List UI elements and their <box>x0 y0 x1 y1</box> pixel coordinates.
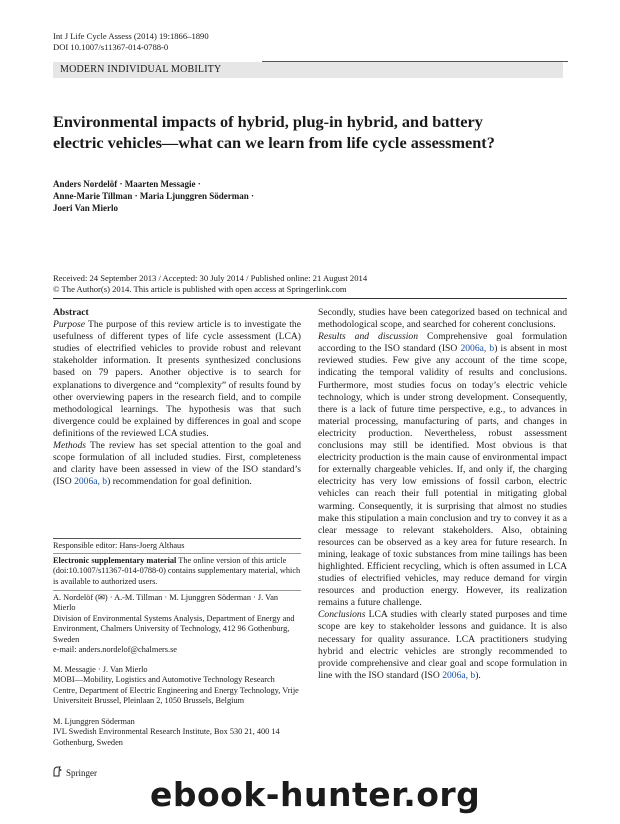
iso-citation-link[interactable]: 2006a, b <box>74 476 108 488</box>
results-text-2: ) is absent in most reviewed studies. Few give any account of the time scope, indicating the temporal validity of results and conclusions. Furthermore, most studies focus on today’s electric vehicle technology, which is under strong development. Consequently, there is a lack of future time perspective, e.g., to advances in material processing, manufacturing of parts, and changes in electricity production. Nevertheless, robust assessment conclusions may still be identified. Most obvious is that electricity production is the main cause of environmental impact for externally chargeable vehicles. If, and only if, the charging electricity has very low emissions of fossil carbon, electric vehicles can reach their full potential in mitigating global warming. Consequently, it is surprising that almost no studies make this stipulation a main conclusion and try to convey it as a clear message to relevant stakeholders. Also, obtaining resources can be observed as a key area for future research. In mining, leakage of toxic substances from mine tailings has been highlighted. Efficient recycling, which is often assumed in LCA studies of electrified vehicles, may reduce demand for virgin resources and production energy. However, its realization remains a future challenge. <box>318 343 567 609</box>
affil2-address: MOBI—Mobility, Logistics and Automotive Technology Research Centre, Department of Electric Engineering and Energy Technology, Vrije Universiteit Brussel, Pleinlaan 2, 1050 Brussels, Belgium <box>53 675 299 706</box>
publisher-name: Springer <box>66 767 97 778</box>
affiliation-3 <box>53 717 301 748</box>
conclusions-tail: ). <box>475 669 481 681</box>
affil3-names: M. Ljunggren Söderman <box>53 717 135 726</box>
affil3-address: IVL Swedish Environmental Research Institute, Box 530 21, 400 14 Gothenburg, Sweden <box>53 727 280 747</box>
title-line-2: electric vehicles—what can we learn from life cycle assessment? <box>53 132 495 152</box>
abstract-heading: Abstract <box>53 307 89 318</box>
iso-citation-link[interactable]: 2006a, b <box>460 343 495 355</box>
doi: DOI 10.1007/s11367-014-0788-0 <box>53 42 169 52</box>
purpose-label: Purpose <box>53 319 85 331</box>
dates-line: Received: 24 September 2013 / Accepted: 30 July 2014 / Published online: 21 August 2014 <box>53 273 368 283</box>
conclusions-label: Conclusions <box>318 609 366 621</box>
publisher-mark <box>53 766 97 779</box>
author-list <box>53 178 254 214</box>
affil1-names: A. Nordelöf (✉) · A.-M. Tillman · M. Ljunggren Söderman · J. Van Mierlo <box>53 593 279 613</box>
methods-label: Methods <box>53 440 87 452</box>
footnote-rule <box>53 538 301 539</box>
esm-text: The online version of this article (doi:10.1007/s11367-014-0788-0) contains supplementary material, which is available to authorized users. <box>53 556 301 586</box>
affil1-address: Division of Environmental Systems Analysis, Department of Energy and Environment, Chalmers University of Technology, 412 96 Gothenburg, Sweden <box>53 613 295 644</box>
abstract-left-column <box>53 307 301 488</box>
abstract-rule <box>53 298 567 299</box>
affiliation-2 <box>53 665 301 707</box>
footnote-rule-3 <box>53 590 301 591</box>
affil1-email[interactable]: e-mail: anders.nordelof@chalmers.se <box>53 645 177 655</box>
supplementary-note <box>53 556 301 587</box>
affiliation-1 <box>53 593 301 655</box>
copyright-line: © The Author(s) 2014. This article is published with open access at Springerlink.com <box>53 283 347 294</box>
purpose-text: The purpose of this review article is to investigate the usefulness of different types of life cycle assessment (LCA) studies of electrified vehicles to provide robust and relevant stakeholder information. It presents synthesized conclusions based on 79 papers. Another objective is to search for explanations to divergence and “complexity” of results found by other overviewing papers in the research field, and to compile methodological learnings. The hypothesis was that such divergence could be explained by differences in goal and scope definitions of the reviewed LCA studies. <box>53 319 301 439</box>
authors-line-1: Anders Nordelöf · Maarten Messagie · <box>53 179 201 189</box>
results-text-1: Comprehensive goal formulation according to the ISO standard (ISO <box>318 331 567 355</box>
footnote-rule-2 <box>53 553 301 554</box>
abstract-right-column <box>318 307 567 682</box>
springer-horse-icon <box>53 766 62 779</box>
affil2-names: M. Messagie · J. Van Mierlo <box>53 665 148 674</box>
methods-tail: ) recommendation for goal definition. <box>107 476 252 488</box>
journal-citation: Int J Life Cycle Assess (2014) 19:1866–1890 <box>53 31 209 41</box>
scope-text: Secondly, studies have been categorized based on technical and methodological scope, and searched for coherent conclusions. <box>318 307 567 331</box>
authors-line-2: Anne-Marie Tillman · Maria Ljunggren Söderman · <box>53 191 255 201</box>
editor-note: Responsible editor: Hans-Joerg Althaus <box>53 541 185 550</box>
section-label: MODERN INDIVIDUAL MOBILITY <box>60 64 222 75</box>
iso-citation-link[interactable]: 2006a, b <box>442 669 476 681</box>
results-label: Results and discussion <box>318 331 419 343</box>
conclusions-text: LCA studies with clearly stated purposes and time scope are key to stakeholder lessons and guidance. It is also necessary for quality assurance. LCA practitioners studying hybrid and electric vehicles are strongly recommended to provide comprehensive and clear goal and scope formulation in line with the ISO standard (ISO <box>318 609 567 681</box>
publication-dates <box>53 273 573 294</box>
esm-label: Electronic supplementary material <box>53 556 177 565</box>
title-line-1: Environmental impacts of hybrid, plug-in hybrid, and battery <box>53 112 483 131</box>
authors-line-3: Joeri Van Mierlo <box>53 203 118 213</box>
watermark: ebook-hunter.org <box>150 775 481 814</box>
methods-text: The review has set special attention to the goal and scope formulation of all included studies. First, completeness and clarity have been assessed in view of the ISO standard’s (ISO <box>53 440 301 488</box>
article-title <box>53 112 573 153</box>
section-banner <box>53 62 563 78</box>
